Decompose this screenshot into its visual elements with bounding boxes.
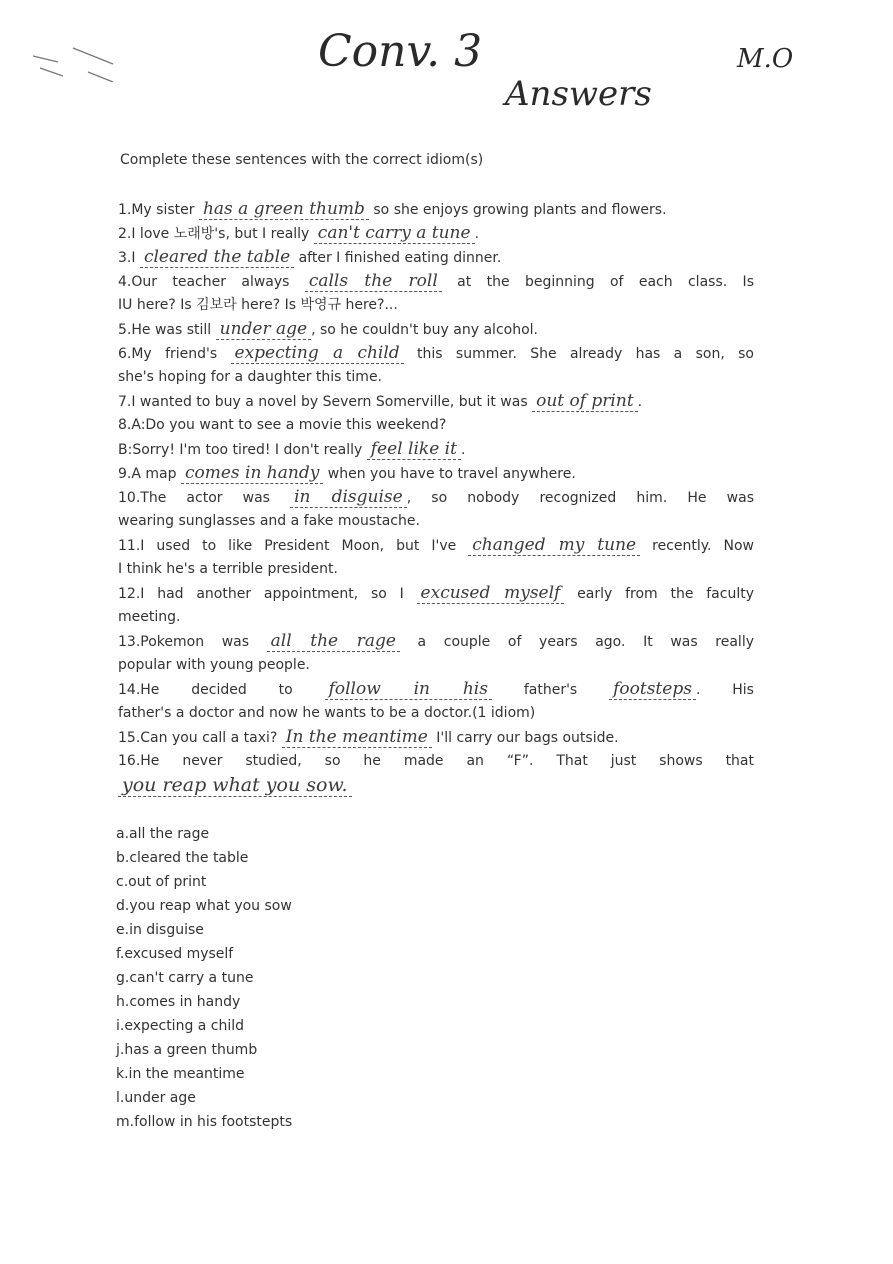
question-13: 13.Pokemon was all the rage a couple of years ago. It was really bbox=[118, 631, 754, 651]
option-h: h.comes in handy bbox=[116, 994, 241, 1010]
answer-15: In the meantime bbox=[282, 727, 432, 748]
option-l: l.under age bbox=[116, 1090, 196, 1106]
option-m: m.follow in his footstepts bbox=[116, 1114, 293, 1130]
question-8-reply: B:Sorry! I'm too tired! I don't really feel like it . bbox=[118, 439, 466, 459]
answer-5: under age bbox=[216, 319, 311, 340]
question-9: 9.A map comes in handy when you have to travel anywhere. bbox=[118, 463, 576, 483]
answer-8: feel like it bbox=[367, 439, 461, 460]
answer-6: expecting a child bbox=[231, 343, 404, 364]
question-1: 1.My sister has a green thumb so she enjoys growing plants and flowers. bbox=[118, 199, 667, 219]
option-c: c.out of print bbox=[116, 874, 207, 890]
option-i: i.expecting a child bbox=[116, 1018, 245, 1034]
question-6-line-2: she's hoping for a daughter this time. bbox=[118, 369, 383, 385]
question-6: 6.My friend's expecting a child this summer. She already has a son, so bbox=[118, 343, 754, 363]
question-13-line-2: popular with young people. bbox=[118, 657, 310, 673]
corner-pencil-mark bbox=[28, 42, 118, 82]
question-11-line-2: I think he's a terrible president. bbox=[118, 561, 338, 577]
question-14: 14.He decided to follow in his father's footsteps . His bbox=[118, 679, 754, 699]
question-10-line-2: wearing sunglasses and a fake moustache. bbox=[118, 513, 420, 529]
option-k: k.in the meantime bbox=[116, 1066, 245, 1082]
question-12: 12.I had another appointment, so I excused myself early from the faculty bbox=[118, 583, 754, 603]
option-f: f.excused myself bbox=[116, 946, 234, 962]
question-3: 3.I cleared the table after I finished eating dinner. bbox=[118, 247, 502, 267]
idiom-options-list bbox=[116, 822, 292, 1134]
handwritten-initials: M.O bbox=[737, 44, 794, 74]
option-a: a.all the rage bbox=[116, 826, 210, 842]
instructions: Complete these sentences with the correct idiom(s) bbox=[120, 152, 484, 168]
answer-7: out of print bbox=[532, 391, 638, 412]
question-2: 2.I love 노래방's, but I really can't carry a tune . bbox=[118, 223, 480, 243]
question-7: 7.I wanted to buy a novel by Severn Somerville, but it was out of print . bbox=[118, 391, 643, 411]
option-j: j.has a green thumb bbox=[116, 1042, 258, 1058]
answer-3: cleared the table bbox=[140, 247, 294, 268]
handwritten-title: Conv. 3 bbox=[318, 26, 483, 77]
question-4-line-2: IU here? Is 김보라 here? Is 박영규 here?... bbox=[118, 297, 398, 313]
answer-4: calls the roll bbox=[305, 271, 442, 292]
answer-12: excused myself bbox=[417, 583, 565, 604]
answer-14a: follow in his bbox=[325, 679, 492, 700]
question-12-line-2: meeting. bbox=[118, 609, 181, 625]
answer-16: you reap what you sow. bbox=[118, 774, 352, 797]
handwritten-answers-note: Answers bbox=[505, 74, 652, 114]
question-4: 4.Our teacher always calls the roll at the beginning of each class. Is bbox=[118, 271, 754, 291]
question-16: 16.He never studied, so he made an “F”. That just shows that bbox=[118, 753, 754, 769]
option-d: d.you reap what you sow bbox=[116, 898, 292, 914]
answer-1: has a green thumb bbox=[199, 199, 369, 220]
option-e: e.in disguise bbox=[116, 922, 204, 938]
answer-9: comes in handy bbox=[181, 463, 323, 484]
question-16-line-2 bbox=[118, 774, 754, 800]
answer-2: can't carry a tune bbox=[314, 223, 475, 244]
question-14-line-2: father's a doctor and now he wants to be a doctor.(1 idiom) bbox=[118, 705, 536, 721]
option-g: g.can't carry a tune bbox=[116, 970, 254, 986]
question-11: 11.I used to like President Moon, but I've changed my tune recently. Now bbox=[118, 535, 754, 555]
question-10: 10.The actor was in disguise , so nobody recognized him. He was bbox=[118, 487, 754, 507]
answer-13: all the rage bbox=[267, 631, 400, 652]
question-8: 8.A:Do you want to see a movie this weekend? bbox=[118, 417, 447, 433]
answer-10: in disguise bbox=[290, 487, 407, 508]
question-5: 5.He was still under age , so he couldn't buy any alcohol. bbox=[118, 319, 538, 339]
question-15: 15.Can you call a taxi? In the meantime I'll carry our bags outside. bbox=[118, 727, 619, 747]
answer-14b: footsteps bbox=[609, 679, 696, 700]
answer-11: changed my tune bbox=[468, 535, 640, 556]
option-b: b.cleared the table bbox=[116, 850, 249, 866]
